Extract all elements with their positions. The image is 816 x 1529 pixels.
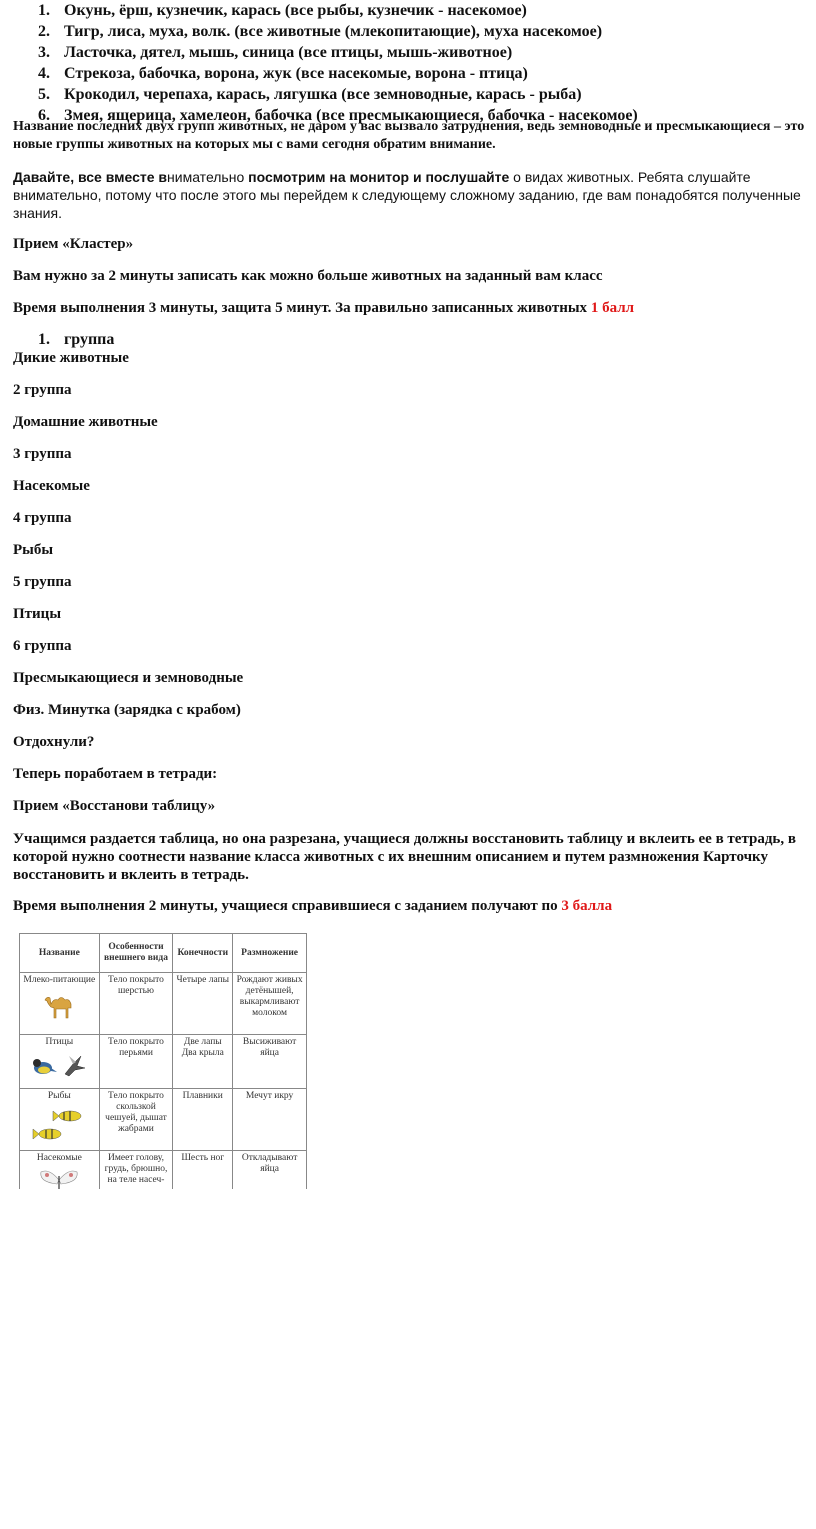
table-cell: Четыре лапы xyxy=(173,973,233,1035)
table-cell: Высиживают яйца xyxy=(233,1035,307,1089)
group-4-name: Рыбы xyxy=(13,542,54,558)
restore-title: Прием «Восстанови таблицу» xyxy=(13,798,216,814)
cluster-time: Время выполнения 3 минуты, защита 5 минут. За правильно записанных животных 1 балл xyxy=(13,300,635,316)
cluster-task: Вам нужно за 2 минуты записать как можно больше животных на заданный вам класс xyxy=(13,268,603,284)
table-cell: Шесть ног xyxy=(173,1151,233,1190)
table-cell: Тело покрыто шерстью xyxy=(99,973,173,1035)
group-1-heading: 1. группа xyxy=(38,331,115,348)
table-cell: Мечут икру xyxy=(233,1089,307,1151)
cluster-title: Прием «Кластер» xyxy=(13,236,134,252)
birds-icon xyxy=(29,1052,89,1078)
group-4-heading: 4 группа xyxy=(13,510,72,526)
table-cell: Рождают живых детёнышей, выкармливают молоком xyxy=(233,973,307,1035)
list-item: 6. Змея, ящерица, хамелеон, бабочка (все пресмыкающиеся, бабочка - насекомое) xyxy=(38,107,638,124)
group-2-heading: 2 группа xyxy=(13,382,72,398)
list-item: 2. Тигр, лиса, муха, волк. (все животные (млекопитающие), муха насекомое) xyxy=(38,23,603,40)
table-cell: Млеко-питающие xyxy=(20,973,100,1035)
table-cell: Насекомые xyxy=(20,1151,100,1190)
list-item: 1. Окунь, ёрш, кузнечик, карась (все рыбы, кузнечик - насекомое) xyxy=(38,2,527,19)
table-cell: Откладывают яйца xyxy=(233,1151,307,1190)
column-header: Размножение xyxy=(233,934,307,973)
group-3-name: Насекомые xyxy=(13,478,90,494)
column-header: Название xyxy=(20,934,100,973)
butterfly-icon xyxy=(37,1168,81,1189)
table-header-row xyxy=(20,934,307,973)
table-cell: Плавники xyxy=(173,1089,233,1151)
restore-task: Учащимся раздается таблица, но она разрезана, учащиеся должны восстановить таблицу и вклеить ее в тетрадь, в которой нужно соотнести название класса животных с их внешним описанием и путем размножения Карточку восстановить и вклеить в тетрадь. xyxy=(13,831,796,883)
table-cell: Рыбы xyxy=(20,1089,100,1151)
table-cell: Имеет голову, грудь, брюшно, на теле насеч- xyxy=(99,1151,173,1190)
column-header: Конечности xyxy=(173,934,233,973)
rested-question: Отдохнули? xyxy=(13,734,95,750)
animal-table-image xyxy=(18,932,310,1189)
table-row xyxy=(20,1151,307,1190)
group-5-name: Птицы xyxy=(13,606,62,622)
group-6-heading: 6 группа xyxy=(13,638,72,654)
score-badge: 1 балл xyxy=(590,300,635,316)
table-row xyxy=(20,973,307,1035)
animal-table xyxy=(19,933,307,1189)
answers-list xyxy=(38,0,638,126)
group-2-name: Домашние животные xyxy=(13,414,158,430)
group-6-name: Пресмыкающиеся и земноводные xyxy=(13,670,244,686)
list-item: 4. Стрекоза, бабочка, ворона, жук (все насекомые, ворона - птица) xyxy=(38,65,528,82)
table-cell: Две лапы Два крыла xyxy=(173,1035,233,1089)
table-row xyxy=(20,1035,307,1089)
list-item: 5. Крокодил, черепаха, карась, лягушка (все земноводные, карась - рыба) xyxy=(38,86,582,103)
restore-time: Время выполнения 2 минуты, учащиеся справившиеся с заданием получают по 3 балла xyxy=(13,898,613,914)
list-item: 3. Ласточка, дятел, мышь, синица (все птицы, мышь-животное) xyxy=(38,44,513,61)
notebook-heading: Теперь поработаем в тетради: xyxy=(13,766,218,782)
group-3-heading: 3 группа xyxy=(13,446,72,462)
monitor-paragraph: Давайте, все вместе внимательно посмотрим на монитор и послушайте о видах животных. Ребята слушайте внимательно, потому что после этого мы перейдем к следующему сложному заданию, где вам понадобятся полученные знания. xyxy=(13,169,801,221)
table-row xyxy=(20,1089,307,1151)
intro-paragraph: Название последних двух групп животных, не даром у вас вызвало затруднения, ведь земноводные и пресмыкающиеся – это новые группы животных на которых мы с вами сегодня обратим внимание. xyxy=(13,119,805,152)
group-1-name: Дикие животные xyxy=(13,350,129,366)
camel-icon xyxy=(41,990,77,1020)
table-cell: Птицы xyxy=(20,1035,100,1089)
table-cell: Тело покрыто скользкой чешуей, дышат жабрами xyxy=(99,1089,173,1151)
score-badge: 3 балла xyxy=(561,898,613,914)
fish-icon xyxy=(28,1106,90,1146)
phys-minute: Физ. Минутка (зарядка с крабом) xyxy=(13,702,241,718)
table-cell: Тело покрыто перьями xyxy=(99,1035,173,1089)
column-header: Особенности внешнего вида xyxy=(99,934,173,973)
group-5-heading: 5 группа xyxy=(13,574,72,590)
